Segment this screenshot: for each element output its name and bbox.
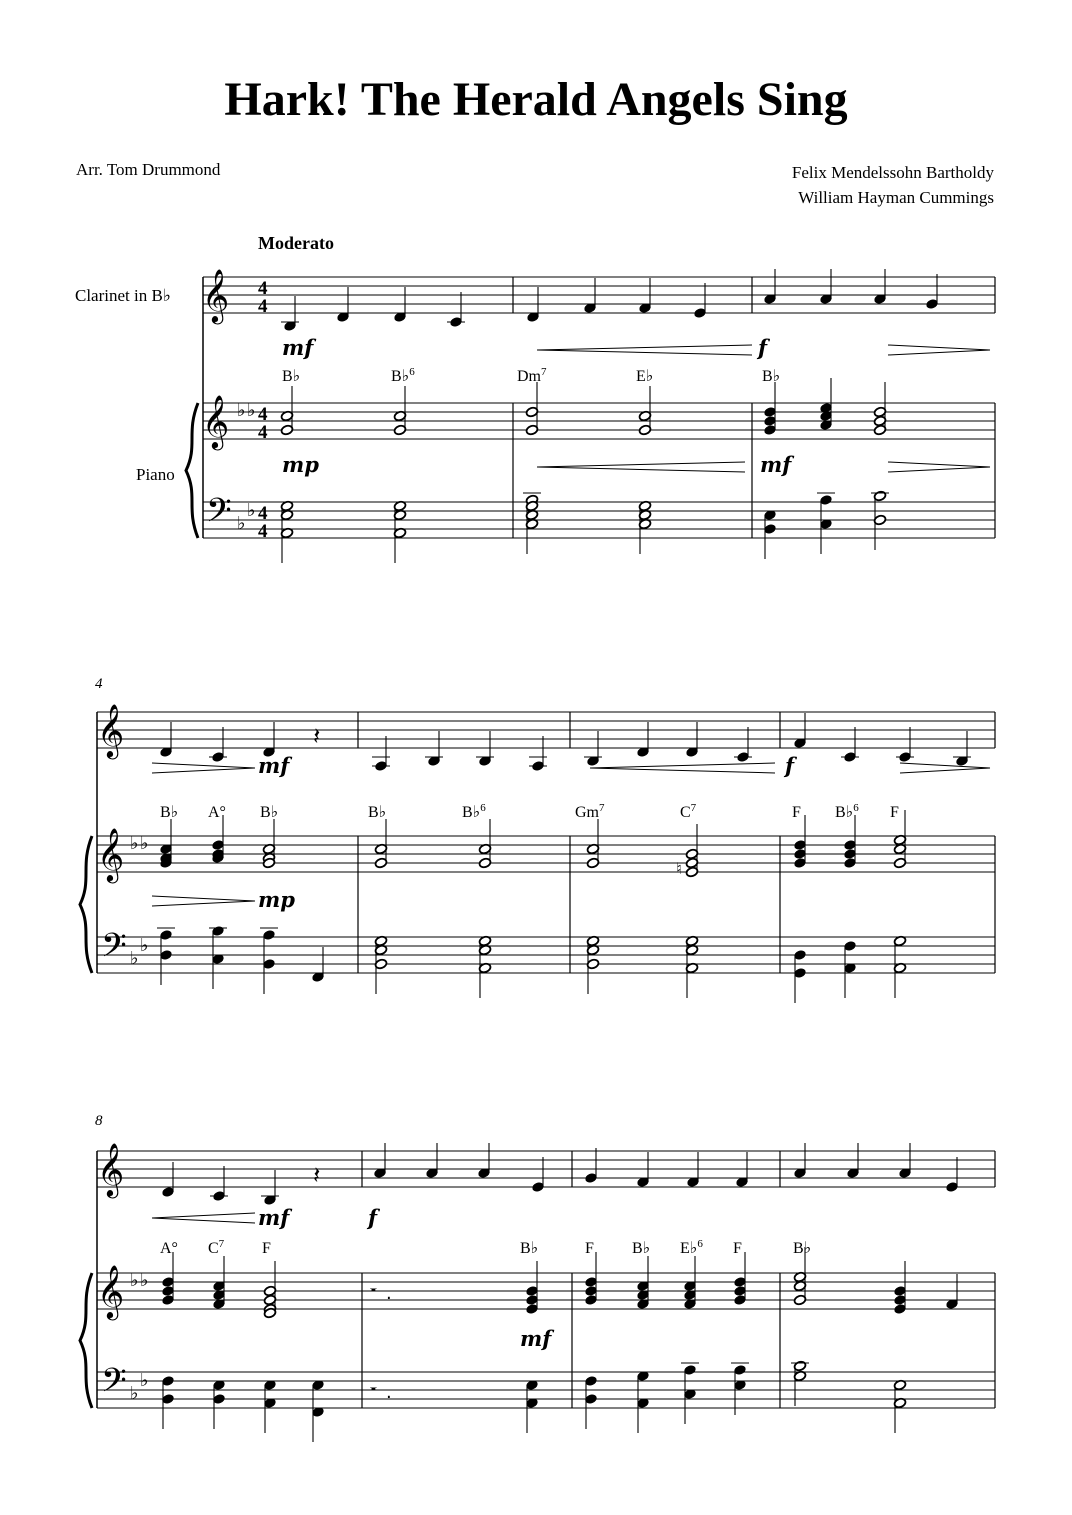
treble-clef-icon: 𝄞 [97,703,125,757]
bass-clef-icon: 𝄢 [206,492,232,538]
staff [97,937,995,973]
chord-notes [586,819,599,869]
instrument-label-clarinet: Clarinet in B♭ [75,286,171,305]
crescendo-hairpin [537,345,752,355]
chord-notes [683,1364,696,1424]
chord-notes [584,1252,597,1306]
chord-root: B♭ [282,368,301,385]
piano-brace [80,1273,92,1408]
chord-root: Dm [517,368,541,385]
key-flat-icon: ♭ [247,400,256,421]
chord-notes [280,500,293,563]
dot-icon: . [386,1382,392,1403]
chord-root: C [680,804,691,821]
hairpin-line [152,763,255,768]
chord-extension: 6 [853,802,859,814]
chord-notes [525,1379,538,1433]
chord-extension: 7 [599,802,605,814]
staff [203,277,995,313]
chord-notes [478,819,491,869]
hairpin-line [590,768,775,773]
half-rest-icon: 𝄻 [370,1283,377,1304]
chord-notes [636,1256,649,1310]
piano-brace [80,836,92,973]
hairpin-line [888,462,990,467]
crescendo-hairpin [590,763,775,773]
decrescendo-hairpin [888,345,990,355]
treble-clef-icon: 𝄞 [202,394,230,448]
chord-root: Gm [575,804,599,821]
time-signature-top: 4 [258,404,268,425]
chord-notes [263,1379,276,1433]
chord-symbol [517,366,547,385]
chord-notes [212,1256,225,1310]
hairpin-line [152,896,255,901]
chord-notes [793,949,806,1003]
arranger-credit: Arr. Tom Drummond [76,160,221,179]
time-signature-bottom: 4 [258,296,268,317]
treble-clef-icon: 𝄞 [97,1142,125,1196]
chord-symbol [208,1238,225,1257]
dynamic-marking: mf [520,1326,552,1351]
crescendo-hairpin [152,1213,255,1223]
quarter-rest-icon: 𝄽 [313,722,321,750]
chord-notes [161,1252,174,1306]
hairpin-line [152,768,255,773]
key-flat-icon: ♭ [130,948,139,969]
chord-notes [636,1370,649,1433]
time-signature-bottom: 4 [258,422,268,443]
score-title: Hark! The Herald Angels Sing [224,73,848,126]
staff [97,1273,995,1309]
key-flat-icon: ♭ [140,935,149,956]
chord-symbol [160,1240,178,1257]
chord-notes [159,929,172,985]
chord-symbol [636,368,653,385]
chord-notes [638,500,651,554]
dynamic-marking: mf [258,753,290,778]
dynamic-marking: mp [258,887,295,912]
chord-notes [161,1375,174,1429]
chord-notes [685,935,698,998]
hairpin-line [537,467,745,472]
key-flat-icon: ♭ [130,833,139,854]
chord-symbol [368,804,386,821]
chord-notes [263,1261,276,1319]
bass-clef-icon: 𝄢 [101,1362,127,1408]
measure-number: 8 [95,1113,103,1129]
chord-symbol [762,368,780,385]
decrescendo-hairpin [152,763,255,773]
chord-symbol [262,1240,271,1257]
hairpin-line [888,350,990,355]
chord-extension: 7 [218,1238,225,1250]
staff [97,712,995,748]
chord-notes [873,382,886,436]
chord-symbol [680,802,697,821]
chord-root: B♭ [160,804,179,821]
chord-notes [843,815,856,869]
chord-extension: 6 [697,1238,703,1250]
chord-notes [683,1256,696,1310]
chord-root: E♭ [680,1240,698,1257]
chord-notes [793,815,806,869]
chord-root: B♭ [632,1240,651,1257]
key-flat-icon: ♭ [237,513,246,534]
chord-notes [525,382,538,436]
chord-extension: 7 [541,366,547,378]
chord-extension: 6 [480,802,486,814]
chord-symbol [792,804,801,821]
chord-symbol [282,368,300,385]
chord-symbol [632,1240,650,1257]
natural-sign-icon: ♮ [676,859,682,878]
chord-notes [819,378,832,431]
treble-clef-icon: 𝄞 [97,1264,125,1318]
composer-credit: William Hayman Cummings [798,188,994,207]
key-flat-icon: ♭ [140,1270,149,1291]
chord-root: B♭ [762,368,781,385]
chord-notes [262,929,275,994]
crescendo-hairpin [537,462,745,472]
dynamic-marking: mp [282,452,319,477]
chord-notes [212,1379,225,1429]
chord-extension: 6 [409,366,415,378]
hairpin-line [152,1218,255,1223]
instrument-label-piano: Piano [136,465,175,484]
hairpin-line [537,350,752,355]
staff [97,836,995,872]
hairpin-line [590,763,775,768]
chord-root: E♭ [636,368,654,385]
chord-notes [211,815,224,864]
quarter-rest-icon: 𝄽 [313,1161,321,1189]
chord-symbol [575,802,605,821]
chord-notes [478,935,491,998]
chord-root: F [890,804,899,821]
chord-root: C [208,1240,219,1257]
chord-notes [733,1252,746,1306]
chord-notes [685,824,698,878]
chord-root: F [792,804,801,821]
chord-notes [638,386,651,436]
key-flat-icon: ♭ [140,833,149,854]
key-flat-icon: ♭ [140,1370,149,1391]
time-signature-top: 4 [258,503,268,524]
chord-root: F [733,1240,742,1257]
chord-root: B♭ [462,804,481,821]
chord-symbol [890,804,899,821]
chord-notes [280,386,293,436]
chord-symbol [260,804,278,821]
chord-symbol [680,1238,703,1257]
hairpin-line [888,467,990,472]
chord-notes [393,500,406,563]
measure-number: 4 [95,676,103,692]
chord-symbol [585,1240,594,1257]
chord-root: B♭ [835,804,854,821]
chord-notes [525,494,538,554]
hairpin-line [537,345,752,350]
dynamic-marking: f [758,335,768,360]
chord-notes [893,1261,906,1315]
chord-notes [819,494,832,554]
chord-symbol [462,802,486,821]
chord-root: B♭ [793,1240,812,1257]
chord-notes [374,935,387,994]
key-flat-icon: ♭ [247,500,256,521]
chord-symbol [391,366,415,385]
dynamic-marking: mf [760,452,792,477]
chord-notes [873,490,886,550]
hairpin-line [152,901,255,906]
chord-root: F [262,1240,271,1257]
decrescendo-hairpin [888,462,990,472]
decrescendo-hairpin [152,896,255,906]
hairpin-line [152,1213,255,1218]
score-content [75,233,995,1442]
chord-root: A° [160,1240,178,1257]
piano-brace [186,403,198,538]
dynamic-marking: mf [258,1205,290,1230]
dot-icon: . [386,1283,392,1304]
chord-symbol [520,1240,538,1257]
hairpin-line [888,345,990,350]
tempo-marking: Moderato [258,233,334,253]
chord-notes [584,1375,597,1429]
staff [97,1151,995,1187]
dynamic-marking: f [368,1205,378,1230]
half-rest-icon: 𝄻 [370,1382,377,1403]
treble-clef-icon: 𝄞 [97,827,125,881]
dynamic-marking: mf [282,335,314,360]
chord-notes [843,940,856,998]
treble-clef-icon: 𝄞 [202,268,230,322]
chord-root: A° [208,804,226,821]
chord-notes [211,925,224,989]
chord-root: F [585,1240,594,1257]
key-flat-icon: ♭ [237,400,246,421]
chord-notes [262,819,275,869]
hairpin-line [900,763,990,768]
chord-notes [393,386,406,436]
chord-notes [586,935,599,994]
chord-notes [763,382,776,436]
time-signature-bottom: 4 [258,521,268,542]
chord-notes [159,819,172,869]
key-flat-icon: ♭ [130,1270,139,1291]
hairpin-line [537,462,745,467]
dynamic-marking: f [785,753,795,778]
chord-extension: 7 [690,802,697,814]
chord-symbol [733,1240,742,1257]
decrescendo-hairpin [900,763,990,773]
composer-credit: Felix Mendelssohn Bartholdy [791,163,994,182]
chord-root: B♭ [260,804,279,821]
time-signature-top: 4 [258,278,268,299]
chord-root: B♭ [368,804,387,821]
chord-notes [311,1379,324,1442]
staff [97,1372,995,1408]
key-flat-icon: ♭ [130,1383,139,1404]
chord-notes [893,1379,906,1433]
chord-root: B♭ [391,368,410,385]
chord-notes [525,1261,538,1315]
chord-symbol [160,804,178,821]
chord-notes [893,935,906,998]
hairpin-line [900,768,990,773]
chord-root: B♭ [520,1240,539,1257]
chord-notes [374,819,387,869]
bass-clef-icon: 𝄢 [101,927,127,973]
chord-symbol [793,1240,811,1257]
chord-symbol [835,802,859,821]
chord-notes [763,509,776,559]
